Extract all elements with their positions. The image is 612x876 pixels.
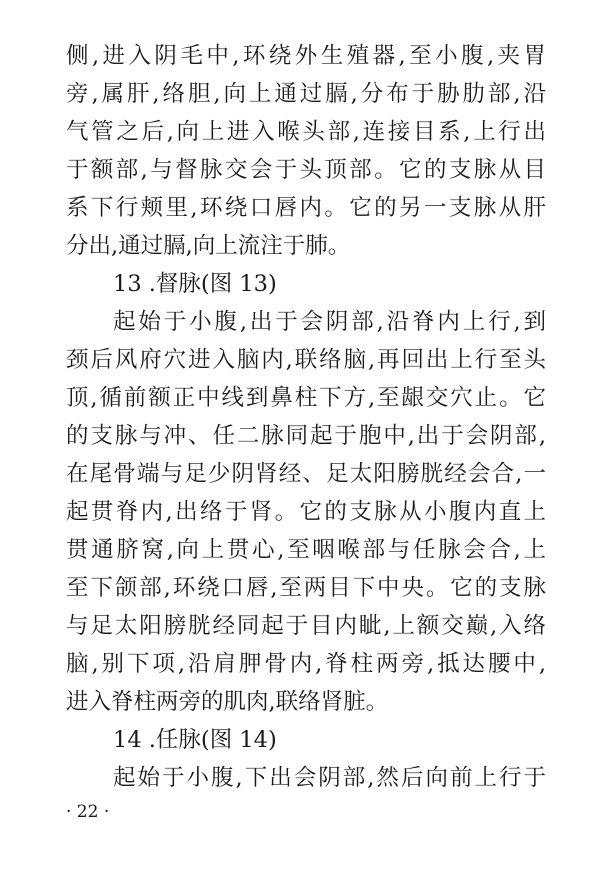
text-line: 系下行颊里,环绕口唇内。它的另一支脉从肝 — [66, 195, 546, 221]
section-heading: 13 .督脉(图 13) — [113, 271, 277, 297]
paragraph-first-line: 起始于小腹,出于会阴部,沿脊内上行,到 — [113, 309, 546, 335]
text-line: 在尾骨端与足少阴肾经、足太阳膀胱经会合,一 — [66, 461, 546, 487]
text-line: 与足太阳膀胱经同起于目内眦,上额交巅,入络 — [66, 613, 546, 639]
text-line: 贯通脐窝,向上贯心,至咽喉部与任脉会合,上 — [66, 537, 546, 563]
text-line: 的支脉与冲、任二脉同起于胞中,出于会阴部, — [66, 423, 546, 449]
text-line: 侧,进入阴毛中,环绕外生殖器,至小腹,夹胃 — [66, 43, 546, 69]
text-line: 顶,循前额正中线到鼻柱下方,至龈交穴止。它 — [66, 385, 546, 411]
text-line: 气管之后,向上进入喉头部,连接目系,上行出 — [66, 119, 546, 145]
text-line: 颈后风府穴进入脑内,联络脑,再回出上行至头 — [66, 347, 546, 373]
text-line: 进入脊柱两旁的肌肉,联络肾脏。 — [66, 689, 389, 715]
text-line: 旁,属肝,络胆,向上通过膈,分布于胁肋部,沿 — [66, 81, 546, 107]
page-number: · 22 · — [66, 802, 110, 822]
text-line: 脑,别下项,沿肩胛骨内,脊柱两旁,抵达腰中, — [66, 651, 546, 677]
text-line: 起贯脊内,出络于肾。它的支脉从小腹内直上 — [66, 499, 546, 525]
text-line: 至下颌部,环绕口唇,至两目下中央。它的支脉 — [66, 575, 546, 601]
text-line: 分出,通过膈,向上流注于肺。 — [66, 233, 351, 259]
text-line: 于额部,与督脉交会于头顶部。它的支脉从目 — [66, 157, 546, 183]
section-heading: 14 .任脉(图 14) — [113, 727, 277, 753]
paragraph-first-line: 起始于小腹,下出会阴部,然后向前上行于 — [113, 765, 546, 791]
